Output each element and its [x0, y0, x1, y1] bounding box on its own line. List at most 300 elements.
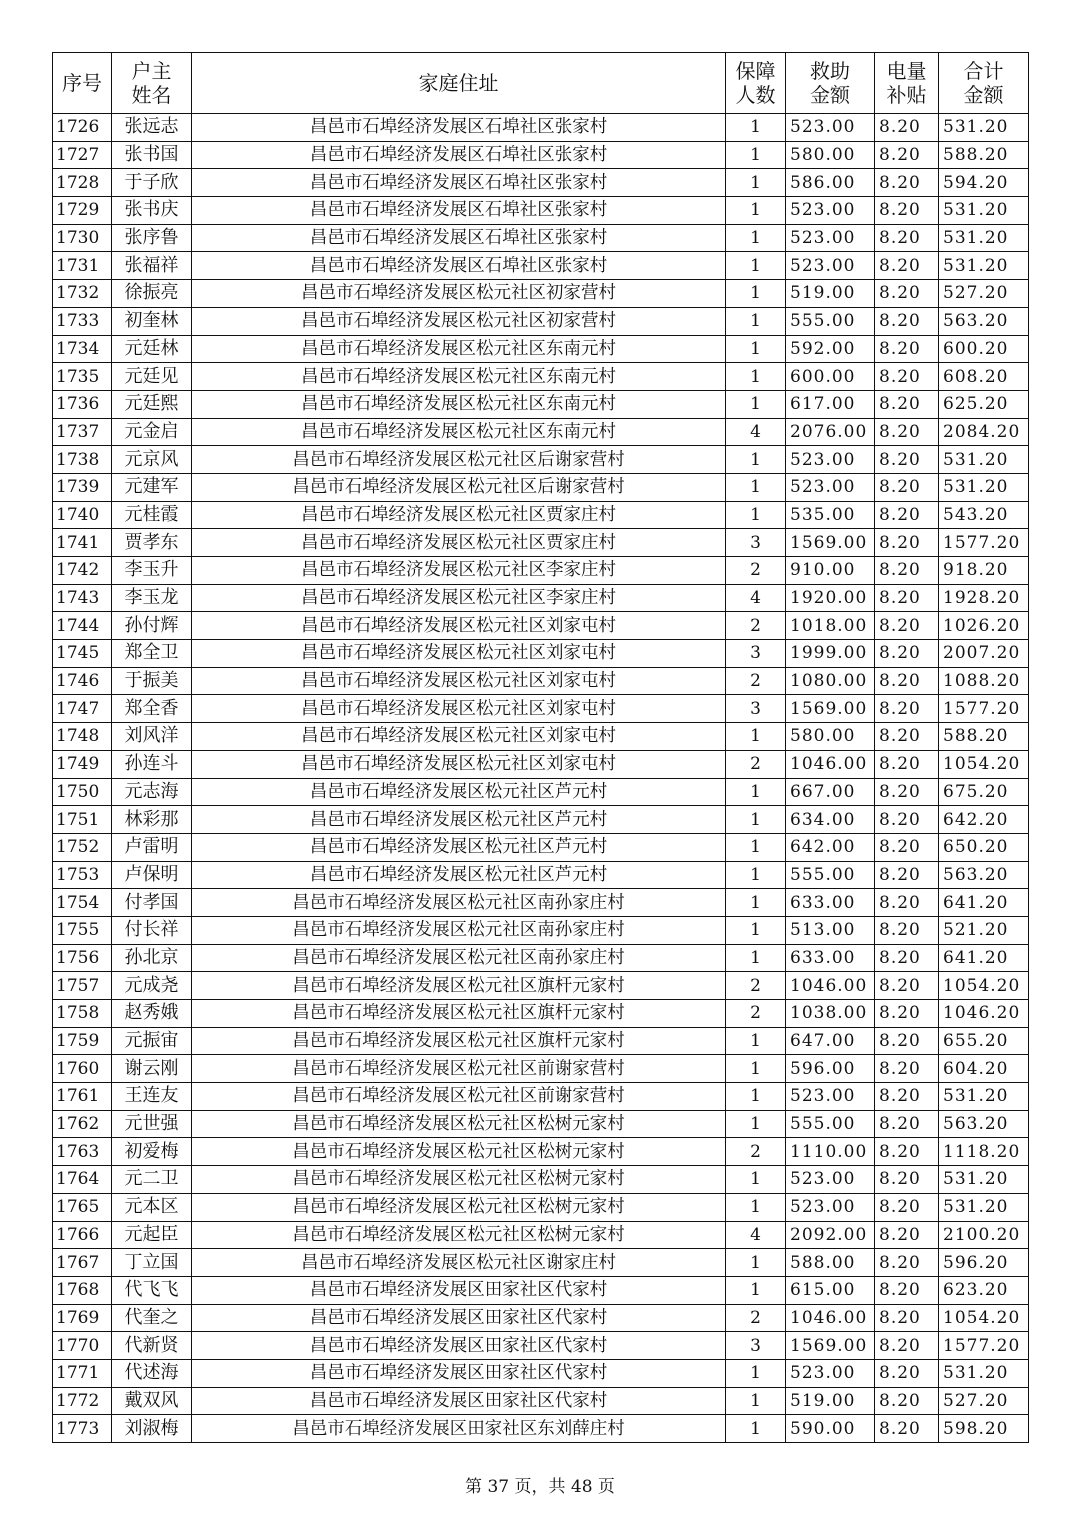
cell-householder-name: 刘风洋 — [112, 723, 192, 751]
table-row — [53, 390, 1029, 418]
cell-address: 昌邑市石埠经济发展区松元社区松树元家村 — [192, 1193, 726, 1221]
cell-aid-amount: 1920.00 — [786, 584, 875, 612]
cell-total-amount: 531.20 — [939, 1193, 1029, 1221]
cell-address: 昌邑市石埠经济发展区松元社区芦元村 — [192, 806, 726, 834]
cell-power-subsidy: 8.20 — [875, 390, 939, 418]
table-row — [53, 944, 1029, 972]
cell-householder-name: 卢保明 — [112, 861, 192, 889]
cell-householder-name: 代奎之 — [112, 1304, 192, 1332]
cell-persons: 1 — [726, 446, 786, 474]
cell-index: 1771 — [53, 1359, 112, 1387]
cell-persons: 2 — [726, 1304, 786, 1332]
cell-total-amount: 531.20 — [939, 1083, 1029, 1111]
cell-power-subsidy: 8.20 — [875, 1249, 939, 1277]
cell-index: 1745 — [53, 640, 112, 668]
cell-householder-name: 元廷见 — [112, 363, 192, 391]
table-row — [53, 1027, 1029, 1055]
cell-householder-name: 初奎林 — [112, 307, 192, 335]
header-name: 户主 姓名 — [112, 53, 192, 114]
cell-total-amount: 600.20 — [939, 335, 1029, 363]
cell-index: 1772 — [53, 1387, 112, 1415]
cell-index: 1760 — [53, 1055, 112, 1083]
cell-total-amount: 608.20 — [939, 363, 1029, 391]
table-row — [53, 1083, 1029, 1111]
cell-total-amount: 521.20 — [939, 916, 1029, 944]
cell-total-amount: 531.20 — [939, 224, 1029, 252]
cell-index: 1765 — [53, 1193, 112, 1221]
cell-persons: 1 — [726, 944, 786, 972]
cell-total-amount: 563.20 — [939, 307, 1029, 335]
cell-index: 1739 — [53, 473, 112, 501]
cell-power-subsidy: 8.20 — [875, 473, 939, 501]
cell-power-subsidy: 8.20 — [875, 1000, 939, 1028]
table-row — [53, 335, 1029, 363]
cell-persons: 1 — [726, 778, 786, 806]
table-row — [53, 557, 1029, 585]
cell-address: 昌邑市石埠经济发展区松元社区东南元村 — [192, 418, 726, 446]
cell-power-subsidy: 8.20 — [875, 1166, 939, 1194]
cell-power-subsidy: 8.20 — [875, 861, 939, 889]
table-row — [53, 584, 1029, 612]
cell-address: 昌邑市石埠经济发展区石埠社区张家村 — [192, 197, 726, 225]
table-body — [53, 114, 1029, 1443]
cell-address: 昌邑市石埠经济发展区松元社区刘家屯村 — [192, 723, 726, 751]
cell-persons: 1 — [726, 1193, 786, 1221]
cell-power-subsidy: 8.20 — [875, 1110, 939, 1138]
cell-persons: 3 — [726, 1332, 786, 1360]
cell-aid-amount: 642.00 — [786, 833, 875, 861]
cell-power-subsidy: 8.20 — [875, 833, 939, 861]
cell-aid-amount: 600.00 — [786, 363, 875, 391]
cell-power-subsidy: 8.20 — [875, 529, 939, 557]
cell-persons: 2 — [726, 1138, 786, 1166]
table-row — [53, 418, 1029, 446]
cell-total-amount: 531.20 — [939, 446, 1029, 474]
cell-persons: 1 — [726, 224, 786, 252]
cell-address: 昌邑市石埠经济发展区田家社区代家村 — [192, 1304, 726, 1332]
cell-aid-amount: 513.00 — [786, 916, 875, 944]
cell-householder-name: 孙北京 — [112, 944, 192, 972]
cell-householder-name: 贾孝东 — [112, 529, 192, 557]
cell-power-subsidy: 8.20 — [875, 889, 939, 917]
cell-address: 昌邑市石埠经济发展区田家社区东刘薛庄村 — [192, 1415, 726, 1443]
table-row — [53, 1000, 1029, 1028]
cell-power-subsidy: 8.20 — [875, 501, 939, 529]
cell-address: 昌邑市石埠经济发展区松元社区刘家屯村 — [192, 612, 726, 640]
header-address: 家庭住址 — [192, 53, 726, 114]
cell-aid-amount: 523.00 — [786, 197, 875, 225]
cell-persons: 1 — [726, 1415, 786, 1443]
cell-index: 1744 — [53, 612, 112, 640]
cell-persons: 1 — [726, 1387, 786, 1415]
cell-address: 昌邑市石埠经济发展区松元社区前谢家营村 — [192, 1083, 726, 1111]
cell-total-amount: 1577.20 — [939, 1332, 1029, 1360]
cell-power-subsidy: 8.20 — [875, 667, 939, 695]
cell-power-subsidy: 8.20 — [875, 916, 939, 944]
cell-total-amount: 531.20 — [939, 1359, 1029, 1387]
cell-total-amount: 675.20 — [939, 778, 1029, 806]
cell-power-subsidy: 8.20 — [875, 806, 939, 834]
cell-index: 1726 — [53, 114, 112, 142]
cell-persons: 1 — [726, 252, 786, 280]
cell-total-amount: 2100.20 — [939, 1221, 1029, 1249]
cell-householder-name: 代新贤 — [112, 1332, 192, 1360]
cell-householder-name: 元志海 — [112, 778, 192, 806]
cell-power-subsidy: 8.20 — [875, 280, 939, 308]
cell-persons: 1 — [726, 280, 786, 308]
cell-aid-amount: 596.00 — [786, 1055, 875, 1083]
cell-address: 昌邑市石埠经济发展区松元社区松树元家村 — [192, 1110, 726, 1138]
cell-persons: 2 — [726, 750, 786, 778]
cell-persons: 1 — [726, 1083, 786, 1111]
cell-aid-amount: 634.00 — [786, 806, 875, 834]
cell-address: 昌邑市石埠经济发展区松元社区前谢家营村 — [192, 1055, 726, 1083]
cell-persons: 3 — [726, 529, 786, 557]
table-row — [53, 833, 1029, 861]
cell-address: 昌邑市石埠经济发展区田家社区代家村 — [192, 1359, 726, 1387]
cell-persons: 1 — [726, 141, 786, 169]
cell-index: 1732 — [53, 280, 112, 308]
cell-aid-amount: 580.00 — [786, 141, 875, 169]
cell-index: 1734 — [53, 335, 112, 363]
cell-aid-amount: 1080.00 — [786, 667, 875, 695]
cell-address: 昌邑市石埠经济发展区松元社区刘家屯村 — [192, 667, 726, 695]
cell-persons: 2 — [726, 612, 786, 640]
cell-aid-amount: 1018.00 — [786, 612, 875, 640]
cell-power-subsidy: 8.20 — [875, 1415, 939, 1443]
cell-total-amount: 588.20 — [939, 141, 1029, 169]
cell-aid-amount: 523.00 — [786, 252, 875, 280]
cell-householder-name: 付孝国 — [112, 889, 192, 917]
cell-address: 昌邑市石埠经济发展区松元社区旗杆元家村 — [192, 1027, 726, 1055]
cell-aid-amount: 555.00 — [786, 1110, 875, 1138]
cell-total-amount: 563.20 — [939, 861, 1029, 889]
cell-address: 昌邑市石埠经济发展区松元社区李家庄村 — [192, 557, 726, 585]
relief-table — [52, 52, 1029, 1443]
cell-index: 1747 — [53, 695, 112, 723]
cell-aid-amount: 1046.00 — [786, 750, 875, 778]
cell-address: 昌邑市石埠经济发展区石埠社区张家村 — [192, 114, 726, 142]
table-row — [53, 916, 1029, 944]
cell-total-amount: 531.20 — [939, 252, 1029, 280]
cell-address: 昌邑市石埠经济发展区松元社区后谢家营村 — [192, 446, 726, 474]
cell-persons: 1 — [726, 501, 786, 529]
cell-address: 昌邑市石埠经济发展区石埠社区张家村 — [192, 224, 726, 252]
table-row — [53, 1415, 1029, 1443]
table-row — [53, 1387, 1029, 1415]
cell-householder-name: 代述海 — [112, 1359, 192, 1387]
cell-power-subsidy: 8.20 — [875, 335, 939, 363]
cell-persons: 1 — [726, 1027, 786, 1055]
page-footer: 第 37 页，共 48 页 — [465, 1477, 615, 1497]
cell-aid-amount: 647.00 — [786, 1027, 875, 1055]
table-row — [53, 640, 1029, 668]
cell-power-subsidy: 8.20 — [875, 612, 939, 640]
cell-total-amount: 642.20 — [939, 806, 1029, 834]
cell-aid-amount: 523.00 — [786, 1359, 875, 1387]
table-row — [53, 141, 1029, 169]
table-row — [53, 1110, 1029, 1138]
cell-householder-name: 于子欣 — [112, 169, 192, 197]
cell-index: 1733 — [53, 307, 112, 335]
cell-aid-amount: 523.00 — [786, 1083, 875, 1111]
cell-persons: 1 — [726, 861, 786, 889]
cell-address: 昌邑市石埠经济发展区田家社区代家村 — [192, 1332, 726, 1360]
cell-address: 昌邑市石埠经济发展区松元社区松树元家村 — [192, 1221, 726, 1249]
cell-householder-name: 元廷熙 — [112, 390, 192, 418]
cell-persons: 1 — [726, 806, 786, 834]
cell-address: 昌邑市石埠经济发展区石埠社区张家村 — [192, 141, 726, 169]
cell-address: 昌邑市石埠经济发展区松元社区旗杆元家村 — [192, 1000, 726, 1028]
cell-aid-amount: 633.00 — [786, 944, 875, 972]
cell-index: 1746 — [53, 667, 112, 695]
cell-householder-name: 徐振亮 — [112, 280, 192, 308]
cell-total-amount: 563.20 — [939, 1110, 1029, 1138]
cell-index: 1753 — [53, 861, 112, 889]
cell-householder-name: 元起臣 — [112, 1221, 192, 1249]
table-row — [53, 114, 1029, 142]
cell-total-amount: 650.20 — [939, 833, 1029, 861]
cell-total-amount: 543.20 — [939, 501, 1029, 529]
cell-aid-amount: 519.00 — [786, 280, 875, 308]
cell-householder-name: 卢雷明 — [112, 833, 192, 861]
header-index: 序号 — [53, 53, 112, 114]
cell-persons: 1 — [726, 390, 786, 418]
cell-address: 昌邑市石埠经济发展区松元社区初家营村 — [192, 307, 726, 335]
cell-power-subsidy: 8.20 — [875, 1304, 939, 1332]
cell-persons: 1 — [726, 473, 786, 501]
cell-persons: 3 — [726, 640, 786, 668]
cell-total-amount: 531.20 — [939, 1166, 1029, 1194]
cell-power-subsidy: 8.20 — [875, 1387, 939, 1415]
cell-aid-amount: 1569.00 — [786, 695, 875, 723]
cell-householder-name: 付长祥 — [112, 916, 192, 944]
cell-index: 1737 — [53, 418, 112, 446]
cell-total-amount: 2084.20 — [939, 418, 1029, 446]
cell-aid-amount: 1569.00 — [786, 529, 875, 557]
cell-householder-name: 元京风 — [112, 446, 192, 474]
cell-persons: 4 — [726, 584, 786, 612]
header-persons: 保障 人数 — [726, 53, 786, 114]
cell-power-subsidy: 8.20 — [875, 252, 939, 280]
cell-power-subsidy: 8.20 — [875, 1055, 939, 1083]
cell-householder-name: 初爱梅 — [112, 1138, 192, 1166]
table-row — [53, 1276, 1029, 1304]
cell-total-amount: 1577.20 — [939, 695, 1029, 723]
cell-power-subsidy: 8.20 — [875, 1027, 939, 1055]
cell-aid-amount: 2076.00 — [786, 418, 875, 446]
cell-index: 1728 — [53, 169, 112, 197]
cell-householder-name: 元金启 — [112, 418, 192, 446]
cell-address: 昌邑市石埠经济发展区松元社区谢家庄村 — [192, 1249, 726, 1277]
cell-power-subsidy: 8.20 — [875, 584, 939, 612]
cell-aid-amount: 535.00 — [786, 501, 875, 529]
cell-address: 昌邑市石埠经济发展区松元社区贾家庄村 — [192, 529, 726, 557]
cell-index: 1738 — [53, 446, 112, 474]
cell-index: 1761 — [53, 1083, 112, 1111]
cell-aid-amount: 615.00 — [786, 1276, 875, 1304]
cell-address: 昌邑市石埠经济发展区松元社区东南元村 — [192, 390, 726, 418]
cell-householder-name: 元二卫 — [112, 1166, 192, 1194]
table-row — [53, 972, 1029, 1000]
cell-power-subsidy: 8.20 — [875, 557, 939, 585]
cell-address: 昌邑市石埠经济发展区松元社区芦元村 — [192, 833, 726, 861]
cell-aid-amount: 519.00 — [786, 1387, 875, 1415]
cell-power-subsidy: 8.20 — [875, 640, 939, 668]
table-row — [53, 1304, 1029, 1332]
cell-persons: 1 — [726, 889, 786, 917]
cell-householder-name: 元建军 — [112, 473, 192, 501]
cell-persons: 1 — [726, 1276, 786, 1304]
cell-power-subsidy: 8.20 — [875, 114, 939, 142]
cell-total-amount: 527.20 — [939, 280, 1029, 308]
cell-address: 昌邑市石埠经济发展区松元社区松树元家村 — [192, 1138, 726, 1166]
table-row — [53, 280, 1029, 308]
cell-householder-name: 元本区 — [112, 1193, 192, 1221]
cell-householder-name: 代飞飞 — [112, 1276, 192, 1304]
cell-power-subsidy: 8.20 — [875, 141, 939, 169]
cell-aid-amount: 1038.00 — [786, 1000, 875, 1028]
table-row — [53, 612, 1029, 640]
cell-total-amount: 918.20 — [939, 557, 1029, 585]
cell-index: 1768 — [53, 1276, 112, 1304]
table-row — [53, 529, 1029, 557]
table-row — [53, 723, 1029, 751]
cell-total-amount: 1026.20 — [939, 612, 1029, 640]
cell-total-amount: 641.20 — [939, 889, 1029, 917]
cell-aid-amount: 1110.00 — [786, 1138, 875, 1166]
cell-householder-name: 丁立国 — [112, 1249, 192, 1277]
cell-householder-name: 王连友 — [112, 1083, 192, 1111]
cell-householder-name: 林彩那 — [112, 806, 192, 834]
cell-index: 1735 — [53, 363, 112, 391]
cell-aid-amount: 667.00 — [786, 778, 875, 806]
table-row — [53, 806, 1029, 834]
cell-address: 昌邑市石埠经济发展区石埠社区张家村 — [192, 252, 726, 280]
cell-householder-name: 张书国 — [112, 141, 192, 169]
cell-persons: 1 — [726, 335, 786, 363]
cell-aid-amount: 617.00 — [786, 390, 875, 418]
cell-index: 1773 — [53, 1415, 112, 1443]
cell-aid-amount: 1999.00 — [786, 640, 875, 668]
cell-index: 1730 — [53, 224, 112, 252]
cell-aid-amount: 523.00 — [786, 1193, 875, 1221]
cell-index: 1731 — [53, 252, 112, 280]
cell-aid-amount: 555.00 — [786, 307, 875, 335]
cell-address: 昌邑市石埠经济发展区松元社区芦元村 — [192, 861, 726, 889]
header-aid-amount: 救助 金额 — [786, 53, 875, 114]
cell-address: 昌邑市石埠经济发展区松元社区南孙家庄村 — [192, 889, 726, 917]
cell-persons: 1 — [726, 916, 786, 944]
table-row — [53, 750, 1029, 778]
cell-householder-name: 元成尧 — [112, 972, 192, 1000]
cell-persons: 3 — [726, 695, 786, 723]
cell-index: 1755 — [53, 916, 112, 944]
cell-householder-name: 赵秀娥 — [112, 1000, 192, 1028]
cell-persons: 1 — [726, 307, 786, 335]
cell-aid-amount: 580.00 — [786, 723, 875, 751]
cell-total-amount: 531.20 — [939, 473, 1029, 501]
cell-total-amount: 625.20 — [939, 390, 1029, 418]
cell-aid-amount: 1569.00 — [786, 1332, 875, 1360]
cell-total-amount: 1118.20 — [939, 1138, 1029, 1166]
cell-power-subsidy: 8.20 — [875, 944, 939, 972]
table-row — [53, 695, 1029, 723]
table-row — [53, 778, 1029, 806]
cell-householder-name: 元廷林 — [112, 335, 192, 363]
cell-householder-name: 戴双风 — [112, 1387, 192, 1415]
cell-total-amount: 655.20 — [939, 1027, 1029, 1055]
cell-total-amount: 1046.20 — [939, 1000, 1029, 1028]
cell-index: 1750 — [53, 778, 112, 806]
cell-address: 昌邑市石埠经济发展区松元社区芦元村 — [192, 778, 726, 806]
cell-householder-name: 孙付辉 — [112, 612, 192, 640]
header-power-subsidy: 电量 补贴 — [875, 53, 939, 114]
cell-total-amount: 641.20 — [939, 944, 1029, 972]
cell-address: 昌邑市石埠经济发展区松元社区刘家屯村 — [192, 750, 726, 778]
table-row — [53, 889, 1029, 917]
cell-total-amount: 604.20 — [939, 1055, 1029, 1083]
cell-householder-name: 谢云刚 — [112, 1055, 192, 1083]
cell-index: 1767 — [53, 1249, 112, 1277]
cell-address: 昌邑市石埠经济发展区田家社区代家村 — [192, 1276, 726, 1304]
cell-persons: 1 — [726, 114, 786, 142]
cell-address: 昌邑市石埠经济发展区松元社区东南元村 — [192, 363, 726, 391]
table-row — [53, 473, 1029, 501]
cell-address: 昌邑市石埠经济发展区松元社区初家营村 — [192, 280, 726, 308]
cell-householder-name: 元世强 — [112, 1110, 192, 1138]
table-row — [53, 363, 1029, 391]
cell-power-subsidy: 8.20 — [875, 972, 939, 1000]
relief-table-container — [52, 52, 1028, 1443]
cell-power-subsidy: 8.20 — [875, 778, 939, 806]
cell-address: 昌邑市石埠经济发展区松元社区南孙家庄村 — [192, 916, 726, 944]
table-header-row — [53, 53, 1029, 114]
table-row — [53, 197, 1029, 225]
cell-address: 昌邑市石埠经济发展区松元社区南孙家庄村 — [192, 944, 726, 972]
cell-index: 1754 — [53, 889, 112, 917]
cell-persons: 2 — [726, 972, 786, 1000]
cell-persons: 1 — [726, 169, 786, 197]
table-row — [53, 861, 1029, 889]
cell-aid-amount: 633.00 — [786, 889, 875, 917]
cell-aid-amount: 523.00 — [786, 446, 875, 474]
cell-aid-amount: 592.00 — [786, 335, 875, 363]
cell-householder-name: 郑全香 — [112, 695, 192, 723]
table-row — [53, 1332, 1029, 1360]
cell-index: 1752 — [53, 833, 112, 861]
cell-index: 1727 — [53, 141, 112, 169]
cell-total-amount: 596.20 — [939, 1249, 1029, 1277]
cell-address: 昌邑市石埠经济发展区松元社区刘家屯村 — [192, 695, 726, 723]
cell-aid-amount: 586.00 — [786, 169, 875, 197]
cell-index: 1736 — [53, 390, 112, 418]
cell-total-amount: 1054.20 — [939, 972, 1029, 1000]
cell-householder-name: 于振美 — [112, 667, 192, 695]
cell-total-amount: 1054.20 — [939, 1304, 1029, 1332]
cell-aid-amount: 1046.00 — [786, 972, 875, 1000]
cell-persons: 1 — [726, 1166, 786, 1194]
cell-power-subsidy: 8.20 — [875, 695, 939, 723]
cell-power-subsidy: 8.20 — [875, 750, 939, 778]
cell-address: 昌邑市石埠经济发展区松元社区刘家屯村 — [192, 640, 726, 668]
cell-householder-name: 元振宙 — [112, 1027, 192, 1055]
table-row — [53, 1221, 1029, 1249]
table-row — [53, 307, 1029, 335]
table-row — [53, 252, 1029, 280]
header-total-amount: 合计 金额 — [939, 53, 1029, 114]
table-row — [53, 1166, 1029, 1194]
